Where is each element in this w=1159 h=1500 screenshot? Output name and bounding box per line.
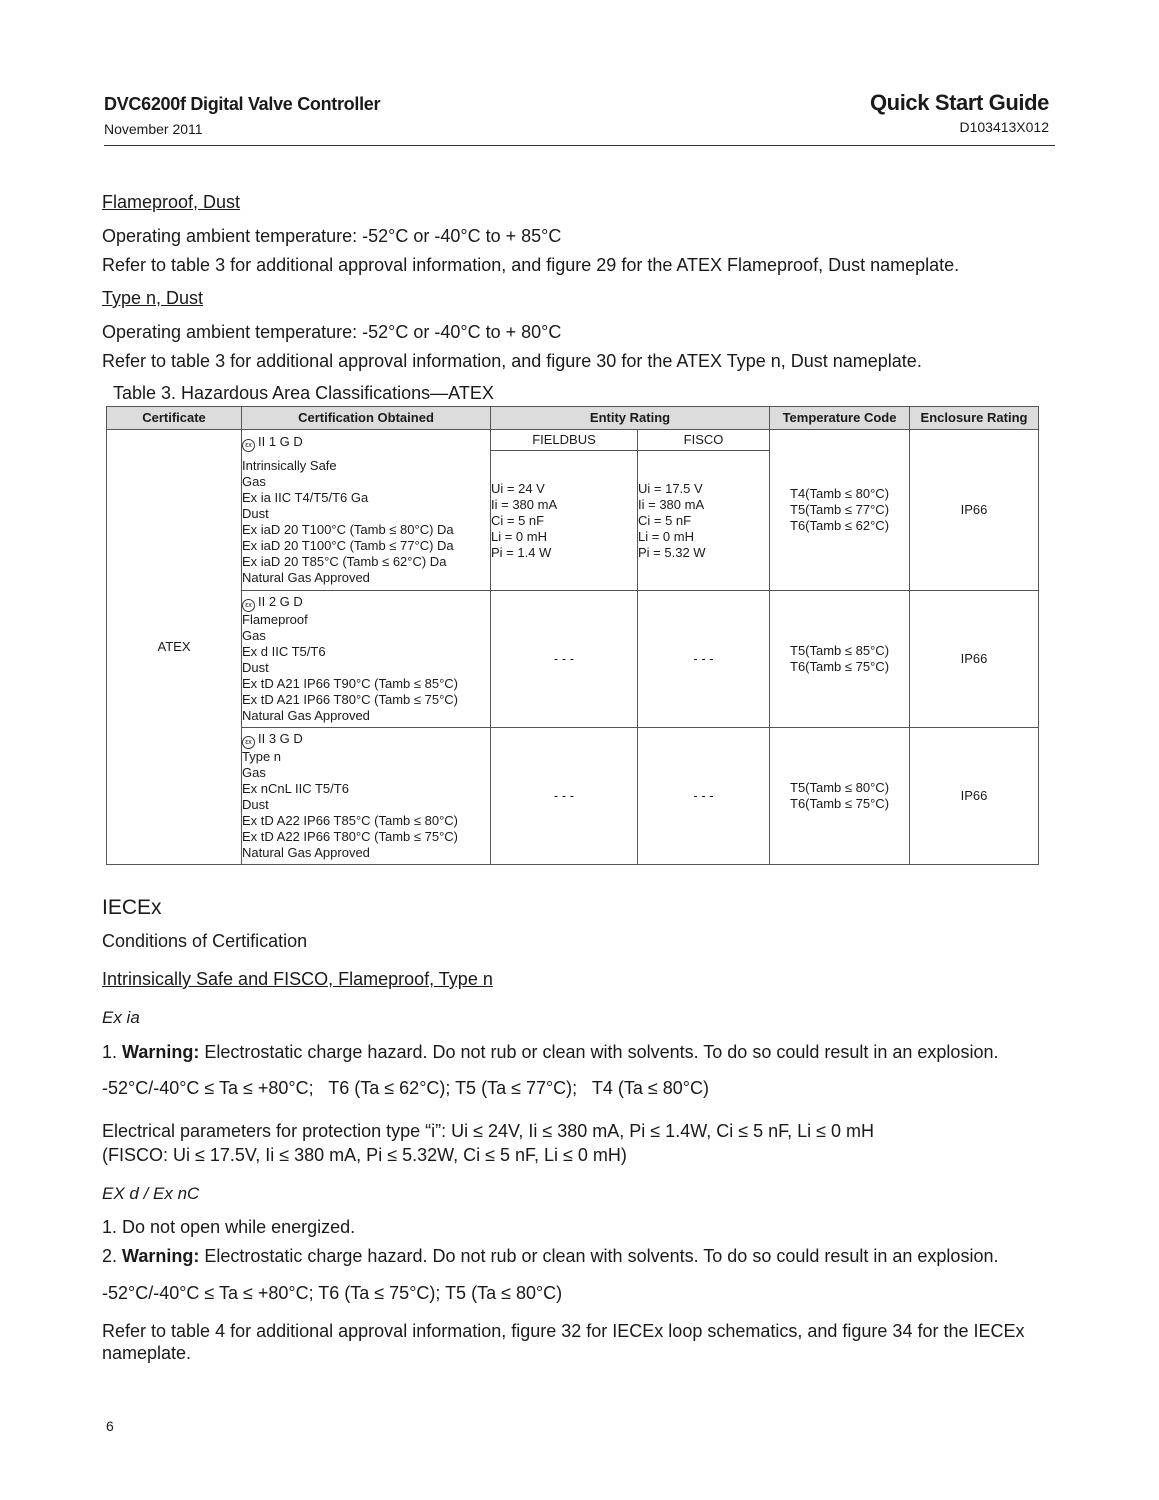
col-header-enclosure: Enclosure Rating	[910, 407, 1039, 430]
document-title: DVC6200f Digital Valve Controller	[104, 94, 381, 114]
iecex-refer-cont: nameplate.	[102, 1343, 192, 1363]
iecex-refer: Refer to table 4 for additional approval information, figure 32 for IECEx loop schematics, and figure 34 for the IECEx	[102, 1321, 1025, 1341]
fieldbus-cell: Ui = 24 V Ii = 380 mA Ci = 5 nF Li = 0 mH Pi = 1.4 W	[491, 451, 638, 591]
elec-params-fisco: (FISCO: Ui ≤ 17.5V, Ii ≤ 380 mA, Pi ≤ 5.32W, Ci ≤ 5 nF, Li ≤ 0 mH)	[102, 1145, 627, 1165]
enclosure-cell: IP66	[910, 591, 1039, 728]
document-number: D103413X012	[959, 119, 1049, 135]
certificate-cell: ATEX	[107, 430, 242, 865]
col-header-certification: Certification Obtained	[242, 407, 491, 430]
fieldbus-cell: - - -	[491, 591, 638, 728]
table-row	[107, 728, 1039, 865]
iecex-subheading: Intrinsically Safe and FISCO, Flameproof, Type n	[102, 969, 493, 989]
page-number: 6	[106, 1418, 114, 1434]
typen-refer: Refer to table 3 for additional approval information, and figure 30 for the ATEX Type n, Dust nameplate.	[102, 351, 922, 371]
certification-cell: εx II 3 G D Type n Gas Ex nCnL IIC T5/T6 Dust Ex tD A22 IP66 T85°C (Tamb ≤ 80°C) Ex tD A22 IP66 T80°C (Tamb ≤ 75°C) Natural Gas Approved	[242, 728, 491, 865]
iecex-heading: IECEx	[102, 896, 162, 919]
temperature-cell: T5(Tamb ≤ 85°C) T6(Tamb ≤ 75°C)	[770, 591, 910, 728]
exia-label: Ex ia	[102, 1008, 140, 1027]
fieldbus-cell: - - -	[491, 728, 638, 865]
col-header-temperature: Temperature Code	[770, 407, 910, 430]
exd-warning-item: 2. Warning: Electrostatic charge hazard. Do not rub or clean with solvents. To do so could result in an explosion.	[102, 1246, 999, 1266]
guide-title: Quick Start Guide	[869, 90, 1049, 115]
exd-item-1: 1. Do not open while energized.	[102, 1217, 356, 1237]
typen-temp: Operating ambient temperature: -52°C or -40°C to + 80°C	[102, 322, 562, 342]
temperature-cell: T5(Tamb ≤ 80°C) T6(Tamb ≤ 75°C)	[770, 728, 910, 865]
certification-cell: εx II 1 G D Intrinsically Safe Gas Ex ia IIC T4/T5/T6 Ga Dust Ex iaD 20 T100°C (Tamb ≤ 80°C) Da Ex iaD 20 T100°C (Tamb ≤ 77°C) Da Ex iaD 20 T85°C (Tamb ≤ 62°C) Da Natural Gas Approved	[242, 430, 491, 591]
elec-params: Electrical parameters for protection type “i”: Ui ≤ 24V, Ii ≤ 380 mA, Pi ≤ 1.4W, Ci ≤ 5 nF, Li ≤ 0 mH	[102, 1121, 875, 1141]
col-header-entity: Entity Rating	[491, 407, 770, 430]
col-header-certificate: Certificate	[107, 407, 242, 430]
subheader-fisco: FISCO	[638, 430, 770, 451]
document-date: November 2011	[104, 121, 203, 137]
enclosure-cell: IP66	[910, 430, 1039, 591]
exia-temp: -52°C/-40°C ≤ Ta ≤ +80°C; T6 (Ta ≤ 62°C); T5 (Ta ≤ 77°C); T4 (Ta ≤ 80°C)	[102, 1078, 709, 1098]
ex-mark-icon: εx	[242, 736, 255, 749]
table-row	[107, 591, 1039, 728]
flameproof-refer: Refer to table 3 for additional approval information, and figure 29 for the ATEX Flameproof, Dust nameplate.	[102, 255, 960, 275]
header-rule	[104, 145, 1055, 146]
exd-label: EX d / Ex nC	[102, 1184, 200, 1203]
exia-warning-item: 1. Warning: Electrostatic charge hazard. Do not rub or clean with solvents. To do so could result in an explosion.	[102, 1042, 999, 1062]
typen-heading: Type n, Dust	[102, 288, 204, 308]
ex-mark-icon: εx	[242, 599, 255, 612]
fisco-cell: - - -	[638, 591, 770, 728]
atex-table	[106, 406, 1039, 865]
certification-cell: εx II 2 G D Flameproof Gas Ex d IIC T5/T6 Dust Ex tD A21 IP66 T90°C (Tamb ≤ 85°C) Ex tD A21 IP66 T80°C (Tamb ≤ 75°C) Natural Gas Approved	[242, 591, 491, 728]
conditions-heading: Conditions of Certification	[102, 931, 308, 951]
table-row	[107, 430, 1039, 451]
subheader-fieldbus: FIELDBUS	[491, 430, 638, 451]
enclosure-cell: IP66	[910, 728, 1039, 865]
exd-temp: -52°C/-40°C ≤ Ta ≤ +80°C; T6 (Ta ≤ 75°C); T5 (Ta ≤ 80°C)	[102, 1283, 563, 1303]
temperature-cell: T4(Tamb ≤ 80°C) T5(Tamb ≤ 77°C) T6(Tamb ≤ 62°C)	[770, 430, 910, 591]
table-header-row	[107, 407, 1039, 430]
flameproof-heading: Flameproof, Dust	[102, 192, 241, 212]
table-caption: Table 3. Hazardous Area Classifications—ATEX	[113, 383, 494, 403]
flameproof-temp: Operating ambient temperature: -52°C or -40°C to + 85°C	[102, 226, 562, 246]
fisco-cell: - - -	[638, 728, 770, 865]
fisco-cell: Ui = 17.5 V Ii = 380 mA Ci = 5 nF Li = 0 mH Pi = 5.32 W	[638, 451, 770, 591]
ex-mark-icon: εx	[242, 439, 255, 452]
